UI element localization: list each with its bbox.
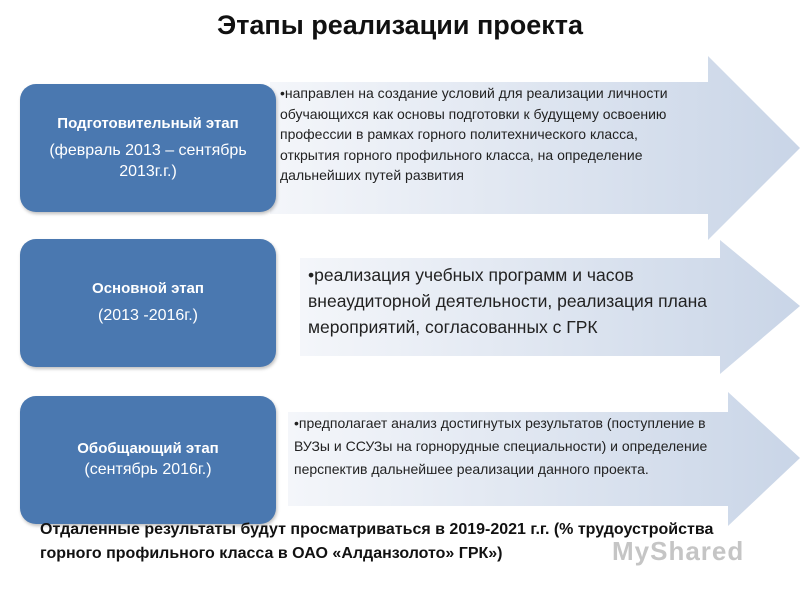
stage-box-summarizing [20, 396, 276, 524]
footer-note: Отдаленные результаты будут просматриваться в 2019-2021 г.г. (% трудоустройства горного профильного класса в ОАО «Алданзолото» ГРК») [40, 521, 714, 562]
stage-description: •предполагает анализ достигнутых результатов (поступление в ВУЗы и ССУЗы на горнорудные специальности) и определение перспектив дальнейшее реализации данного проекта. [294, 415, 708, 477]
stage-name: Основной этап [92, 280, 204, 297]
stage-name: Обобщающий этап [77, 440, 219, 457]
slide-title: Этапы реализации проекта [216, 10, 584, 40]
stage-description: •направлен на создание условий для реализации личности обучающихся как основы подготовки к будущему освоению профессии в рамках горного политехнического класса, открытия горного профильного класса, на определение дальнейших путей развития [280, 85, 668, 183]
stage-period: (февраль 2013 – сентябрь 2013г.г.) [49, 141, 247, 180]
stage-description: •реализация учебных программ и часов внеаудиторной деятельности, реализация плана мероприятий, согласованных с ГРК [308, 265, 707, 337]
stage-name: Подготовительный этап [57, 114, 239, 132]
stage-period: (2013 -2016г.) [98, 307, 198, 324]
watermark-logo: MyShared [612, 536, 745, 566]
stage-period: (сентябрь 2016г.) [84, 461, 212, 478]
stage-box-preparatory [20, 84, 276, 212]
stage-box-main [20, 239, 276, 367]
